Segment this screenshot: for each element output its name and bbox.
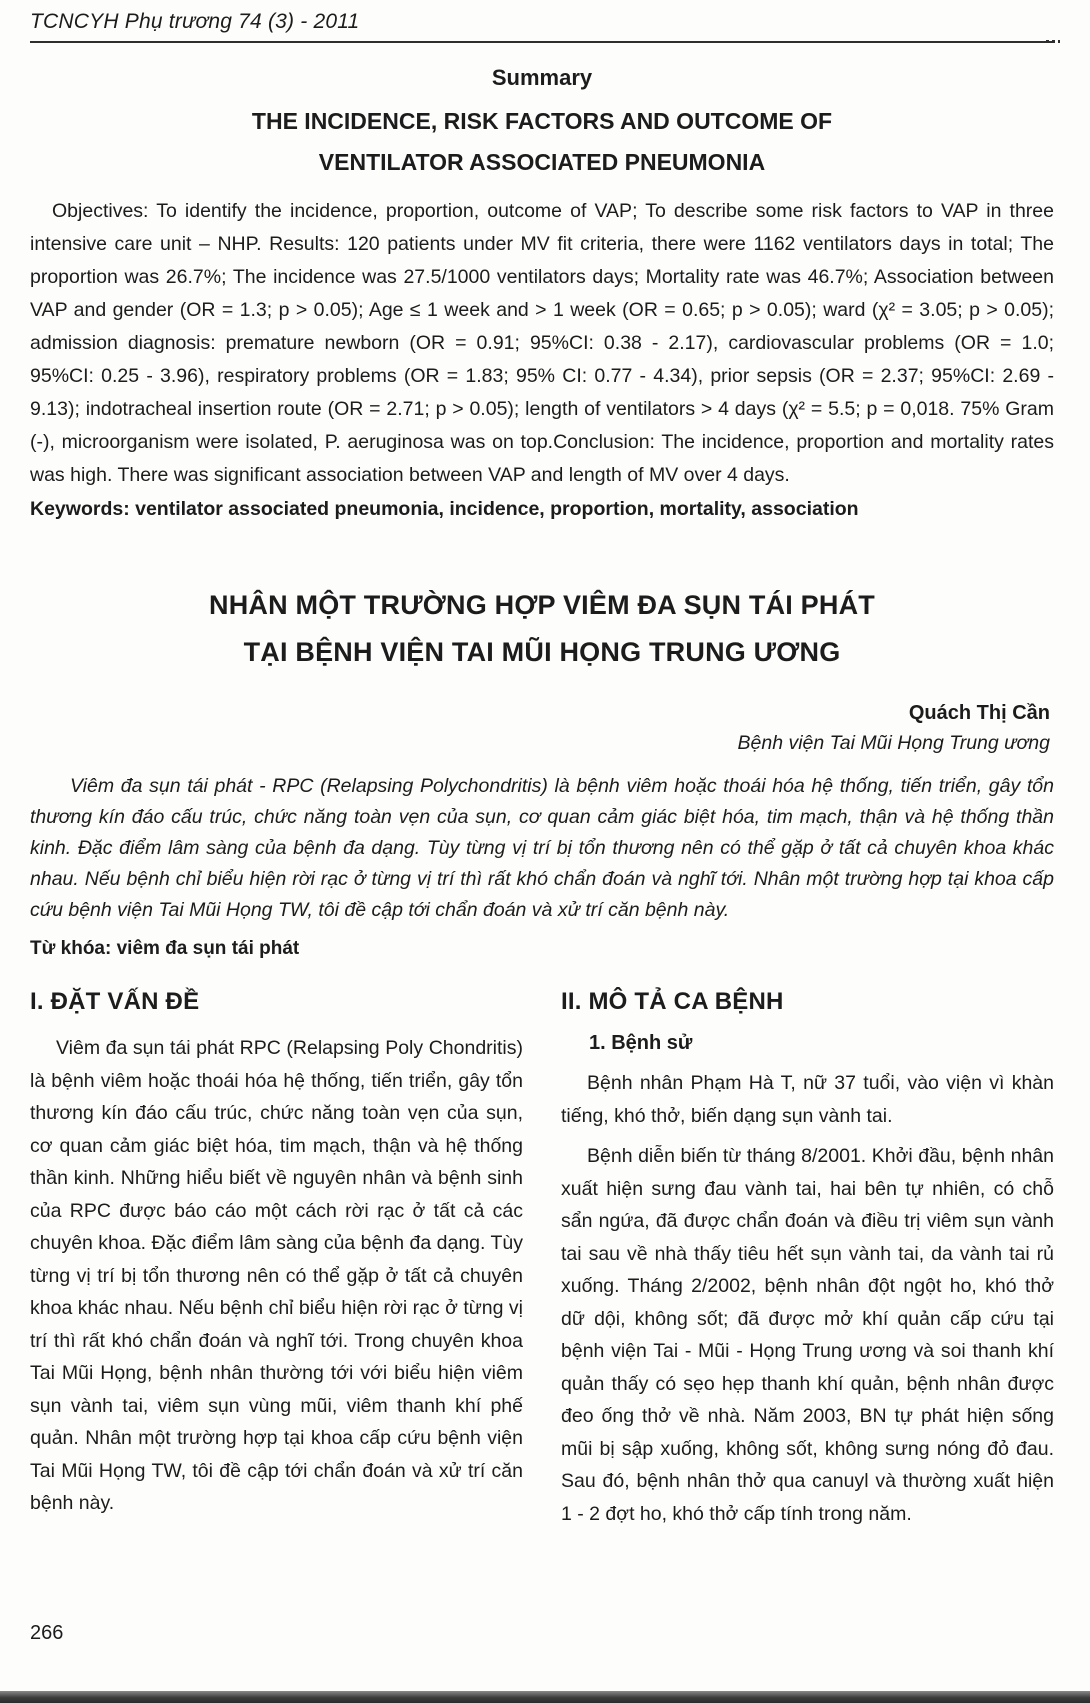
article-title-line2: TẠI BỆNH VIỆN TAI MŨI HỌNG TRUNG ƯƠNG bbox=[243, 637, 841, 667]
english-abstract: Objectives: To identify the incidence, proportion, outcome of VAP; To describe some risk factors to VAP in three intensive care unit – NHP. Results: 120 patients under MV fit criteria, there were 1162 ventilators days in total; The proportion was 26.7%; The incidence was 27.5/1000 ventilators days; Mortality rate was 46.7%; Association between VAP and gender (OR = 1.3; p > 0.05); Age ≤ 1 week and > 1 week (OR = 0.65; p > 0.05); ward (χ² = 3.05; p > 0.05); admission diagnosis: premature newborn (OR = 0.91; 95%CI: 0.38 - 2.17), cardiovascular problems (OR = 1.0; 95%CI: 0.25 - 3.96), respiratory problems (OR = 1.83; 95% CI: 0.77 - 4.34), prior sepsis (OR = 2.37; 95%CI: 2.69 - 9.13); indotracheal insertion route (OR = 2.71; p > 0.05); length of ventilators > 4 days (χ² = 5.5; p = 0,018. 75% Gram (-), microorganism were isolated, P. aeruginosa was on top.Conclusion: The incidence, proportion and mortality rates was high. There was significant association between VAP and length of MV over 4 days. bbox=[30, 200, 1054, 486]
vietnamese-keywords: Từ khóa: viêm đa sụn tái phát bbox=[30, 938, 300, 959]
page-header bbox=[30, 10, 1054, 43]
section-heading-case-report: II. MÔ TẢ CA BỆNH bbox=[561, 988, 784, 1015]
vietnamese-abstract: Viêm đa sụn tái phát - RPC (Relapsing Polychondritis) là bệnh viêm hoặc thoái hóa hệ thống, tiến triển, gây tổn thương kín đáo cấu trúc, chức năng toàn vẹn của sụn, cơ quan cảm giác biệt hóa, tim mạch, thận và hệ thống thần kinh. Đặc điểm lâm sàng của bệnh đa dạng. Tùy từng vị trí bị tổn thương nên có thể gặp ở tất cả chuyên khoa khác nhau. Nếu bệnh chỉ biểu hiện rời rạc ở từng vị trí thì rất khó chẩn đoán và nghĩ tới. Nhân một trường hợp tại khoa cấp cứu bệnh viện Tai Mũi Họng TW, tôi đề cập tới chẩn đoán và xử trí căn bệnh này. bbox=[30, 775, 1054, 921]
two-column-body bbox=[30, 988, 1054, 1538]
section-heading-introduction: I. ĐẶT VẤN ĐỀ bbox=[30, 988, 200, 1015]
introduction-paragraph: Viêm đa sụn tái phát RPC (Relapsing Poly Chondritis) là bệnh viêm hoặc thoái hóa hệ thống, tiến triển, gây tổn thương kín đáo cấu trúc, chức năng toàn vẹn của sụn, cơ quan cảm giác biệt hóa, tim mạch, thận và hệ thống thần kinh. Những hiểu biết về nguyên nhân và bệnh sinh của RPC được báo cáo một cách rời rạc ở tất cả các chuyên khoa. Đặc điểm lâm sàng của bệnh đa dạng. Tùy từng vị trí bị tổn thương nên có thể gặp ở tất cả chuyên khoa khác nhau. Nếu bệnh chỉ biểu hiện rời rạc ở từng vị trí thì rất khó chẩn đoán và nghĩ tới. Trong chuyên khoa Tai Mũi Họng, bệnh nhân thường tới với biểu hiện viêm sụn vành tai, viêm sụn vùng mũi, viêm thanh khí phế quản. Nhân một trường hợp tại khoa cấp cứu bệnh viện Tai Mũi Họng TW, tôi đề cập tới chẩn đoán và xử trí căn bệnh này. bbox=[30, 1037, 523, 1514]
summary-title-line2: VENTILATOR ASSOCIATED PNEUMONIA bbox=[318, 149, 766, 175]
page-bottom-scan-edge bbox=[0, 1691, 1090, 1703]
right-column bbox=[561, 988, 1054, 1538]
article-title-line1: NHÂN MỘT TRƯỜNG HỢP VIÊM ĐA SỤN TÁI PHÁT bbox=[209, 590, 875, 620]
header-rule bbox=[30, 41, 1054, 43]
author-block bbox=[30, 702, 1054, 755]
author-name: Quách Thị Cần bbox=[908, 702, 1050, 724]
summary-label: Summary bbox=[491, 65, 593, 90]
subsection-heading-history: 1. Bệnh sử bbox=[589, 1032, 693, 1054]
summary-title bbox=[30, 101, 1054, 183]
journal-name: TCNCYH Phụ trương 74 (3) - 2011 bbox=[30, 10, 360, 33]
case-paragraph-2: Bệnh diễn biến từ tháng 8/2001. Khởi đầu, bệnh nhân xuất hiện sưng đau vành tai, hai bên tự nhiên, có chỗ sẩn ngứa, đã được chẩn đoán và điều trị viêm sụn vành tai sau về nhà thấy tiêu hết sụn vành tai, da vành tai rủ xuống. Tháng 2/2002, bệnh nhân đột ngột ho, khó thở dữ dội, không sốt; đã được mở khí quản cấp cứu tại bệnh viện Tai - Mũi - Họng Trung ương và soi thanh khí quản thấy có sẹo hẹp thanh khí quản, bệnh nhân được đeo ống thở về nhà. Năm 2003, BN tự phát hiện sống mũi bị sập xuống, không sốt, không sưng nóng đỏ đau. Sau đó, bệnh nhân thở qua canuyl và thường xuất hiện 1 - 2 đợt ho, khó thở cấp tính trong năm. bbox=[561, 1145, 1054, 1525]
summary-title-line1: THE INCIDENCE, RISK FACTORS AND OUTCOME OF bbox=[251, 108, 833, 134]
left-column bbox=[30, 988, 523, 1538]
author-affiliation: Bệnh viện Tai Mũi Họng Trung ương bbox=[737, 732, 1050, 754]
summary-section bbox=[30, 65, 1054, 183]
case-paragraph-1: Bệnh nhân Phạm Hà T, nữ 37 tuổi, vào viện vì khàn tiếng, khó thở, biến dạng sụn vành tai. bbox=[561, 1072, 1054, 1127]
page-number: 266 bbox=[30, 1622, 64, 1644]
english-keywords: Keywords: ventilator associated pneumonia, incidence, proportion, mortality, association bbox=[30, 498, 859, 520]
article-title bbox=[30, 582, 1054, 676]
